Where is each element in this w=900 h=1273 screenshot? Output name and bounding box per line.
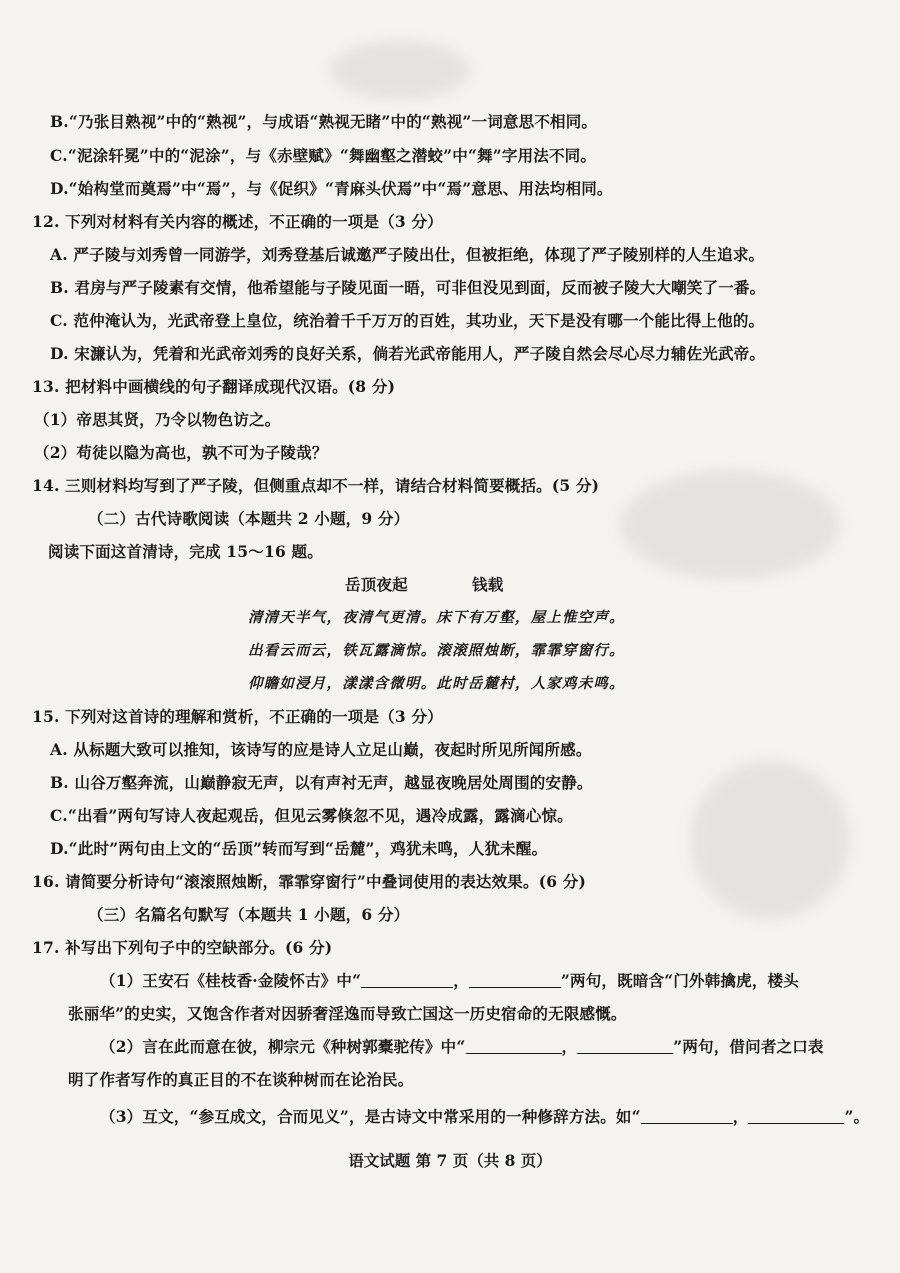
q11-option-c: C.“泥涂轩冕”中的“泥涂”，与《赤壁赋》“舞幽壑之潜蛟”中“舞”字用法不同。 [50,146,597,165]
answer-blank[interactable] [361,971,453,988]
q13-sentence-1: （1）帝思其贤，乃令以物色访之。 [34,410,281,429]
q13-sentence-2: （2）苟徒以隐为高也，孰不可为子陵哉？ [34,443,328,462]
poem-title: 岳顶夜起 [345,575,408,594]
section-2-intro: 阅读下面这首清诗，完成 15～16 题。 [48,542,323,561]
answer-blank[interactable] [748,1107,844,1124]
answer-blank[interactable] [641,1107,733,1124]
scan-smudge [330,40,470,100]
answer-blank[interactable] [577,1037,673,1054]
section-2-heading: （二）古代诗歌阅读（本题共 2 小题，9 分） [88,509,410,528]
q14-stem: 14. 三则材料均写到了严子陵，但侧重点却不一样，请结合材料简要概括。(5 分) [32,476,600,495]
q17-3-lead: （3）互文，“参互成文，合而见义”，是古诗文中常采用的一种修辞方法。如“ [100,1107,641,1126]
q17-1-comma: ， [453,971,469,990]
q11-option-d: D.“始构堂而奠焉”中“焉”，与《促织》“青麻头伏焉”中“焉”意思、用法均相同。 [50,179,613,198]
q17-item-1-line-2: 张丽华”的史实，又饱含作者对因骄奢淫逸而导致亡国这一历史宿命的无限感慨。 [68,1004,627,1023]
poem-line-1: 清清天半气，夜清气更清。床下有万壑，屋上惟空声。 [248,609,625,626]
q15-option-c: C.“出看”两句写诗人夜起观岳，但见云雾倏忽不见，遇冷成露，露滴心惊。 [50,806,573,825]
scan-smudge [620,470,840,580]
poem-line-3: 仰瞻如浸月，漾漾含微明。此时岳麓村，人家鸡未鸣。 [248,675,625,692]
q17-item-2-line-1 [100,1037,824,1057]
q15-stem: 15. 下列对这首诗的理解和赏析，不正确的一项是（3 分） [32,707,443,726]
q11-option-b: B.“乃张目熟视”中的“熟视”，与成语“熟视无睹”中的“熟视”一词意思不相同。 [50,112,598,131]
answer-blank[interactable] [466,1037,562,1054]
q17-item-2-line-2: 明了作者写作的真正目的不在谈种树而在论治民。 [68,1070,414,1089]
q15-option-d: D.“此时”两句由上文的“岳顶”转而写到“岳麓”，鸡犹未鸣，人犹未醒。 [50,839,548,858]
answer-blank[interactable] [469,971,561,988]
q12-stem: 12. 下列对材料有关内容的概述，不正确的一项是（3 分） [32,212,443,231]
q15-option-b: B. 山谷万壑奔流，山巅静寂无声，以有声衬无声，越显夜晚居处周围的安静。 [50,773,593,792]
q17-stem: 17. 补写出下列句子中的空缺部分。(6 分) [32,938,333,957]
q17-3-tail: ”。 [844,1107,870,1126]
q12-option-d: D. 宋濂认为，凭着和光武帝刘秀的良好关系，倘若光武帝能用人，严子陵自然会尽心尽力辅佐光武帝。 [50,344,766,363]
q17-2-tail: ”两句，借问者之口表 [673,1037,824,1056]
poem-line-2: 出看云而云，铁瓦露滴惊。滚滚照烛断，霏霏穿窗行。 [248,642,625,659]
q17-1-lead: （1）王安石《桂枝香·金陵怀古》中“ [100,971,362,990]
page-footer: 语文试题 第 7 页（共 8 页） [348,1151,552,1170]
section-3-heading: （三）名篇名句默写（本题共 1 小题，6 分） [88,905,410,924]
scan-smudge [690,760,850,920]
poem-author: 钱载 [472,575,504,594]
q17-2-comma: ， [561,1037,578,1056]
q16-stem: 16. 请简要分析诗句“滚滚照烛断，霏霏穿窗行”中叠词使用的表达效果。(6 分) [32,872,587,891]
q17-1-tail: ”两句，既暗含“门外韩擒虎，楼头 [560,971,799,990]
q17-2-lead: （2）言在此而意在彼，柳宗元《种树郭橐驼传》中“ [100,1037,466,1056]
q17-item-1-line-1 [100,971,799,991]
q13-stem: 13. 把材料中画横线的句子翻译成现代汉语。(8 分) [32,377,396,396]
q12-option-c: C. 范仲淹认为，光武帝登上皇位，统治着千千万万的百姓，其功业，天下是没有哪一个能比得上他的。 [50,311,765,330]
q17-item-3-line-1 [100,1107,869,1127]
q15-option-a: A. 从标题大致可以推知，该诗写的应是诗人立足山巅，夜起时所见所闻所感。 [50,740,592,759]
q12-option-a: A. 严子陵与刘秀曾一同游学，刘秀登基后诚邀严子陵出仕，但被拒绝，体现了严子陵别样的人生追求。 [50,245,765,264]
q17-3-comma: ， [732,1107,749,1126]
q12-option-b: B. 君房与严子陵素有交情，他希望能与子陵见面一晤，可非但没见到面，反而被子陵大大嘲笑了一番。 [50,278,766,297]
